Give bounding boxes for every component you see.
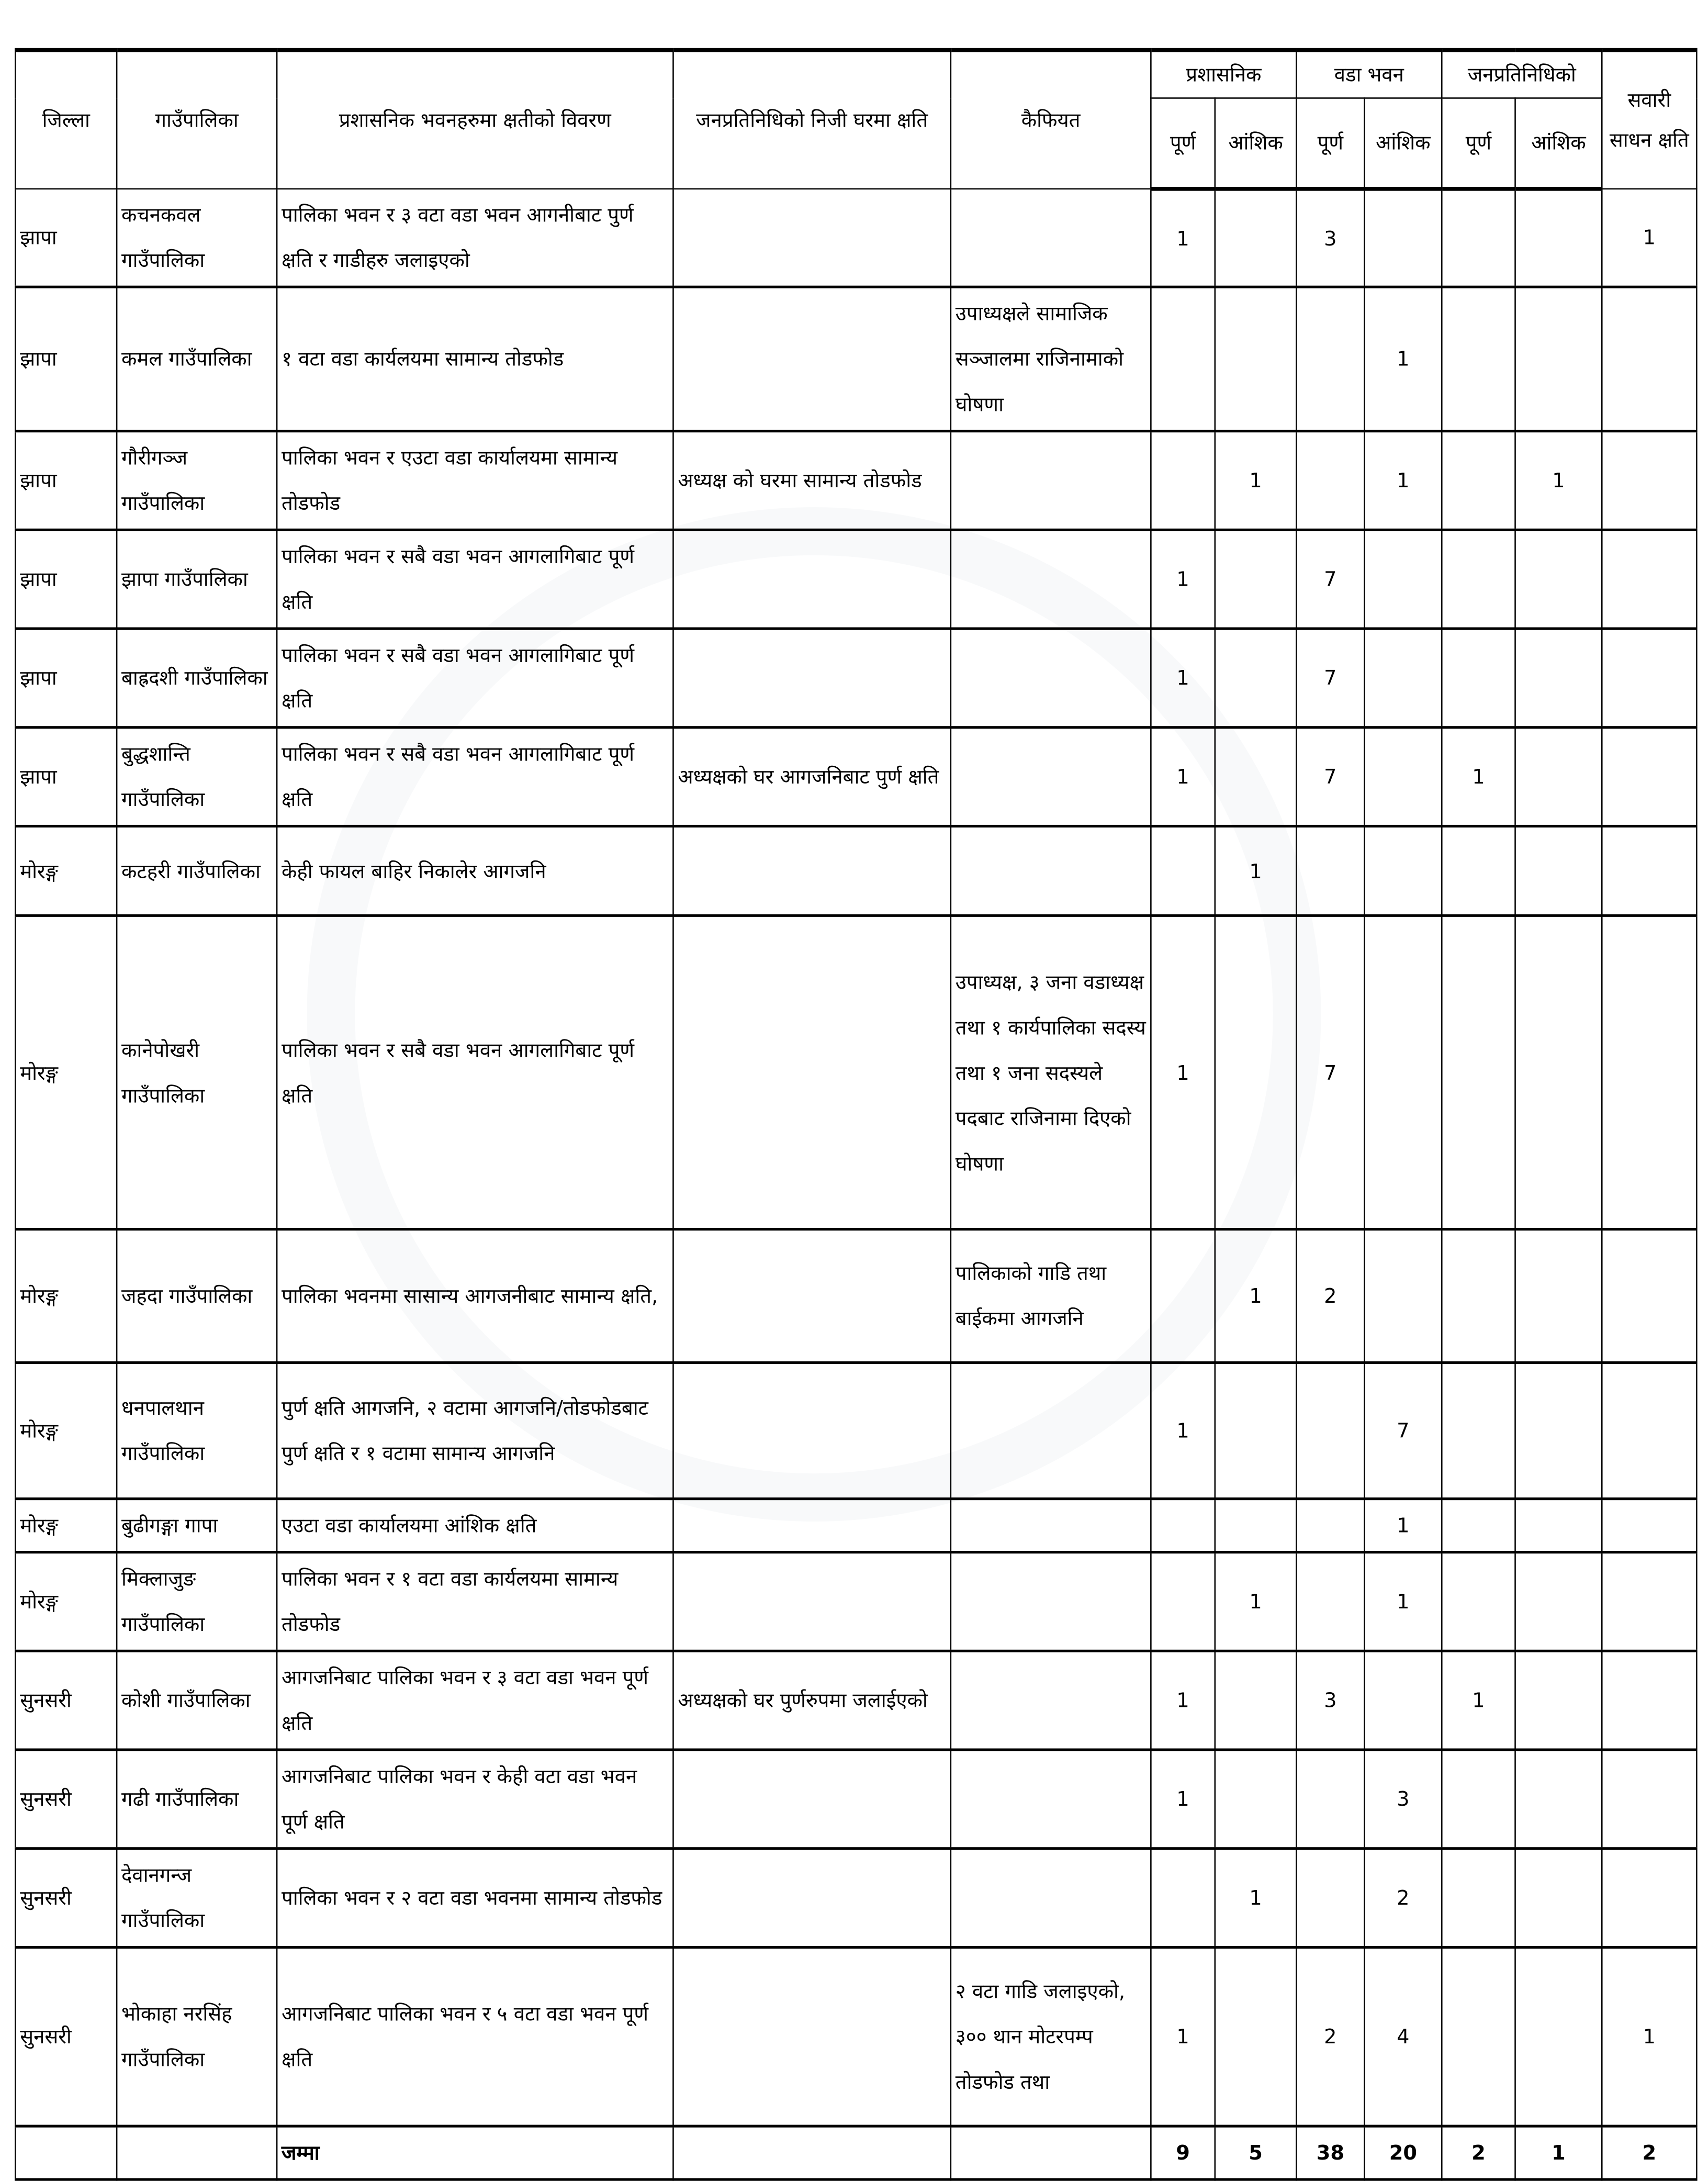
header-ward-partial: आंशिक: [1364, 98, 1442, 188]
district-cell: झापा: [15, 287, 117, 431]
ward-partial-cell: [1364, 1651, 1442, 1750]
district-cell: झापा: [15, 530, 117, 629]
admin-full-cell: [1151, 1229, 1215, 1363]
vehicle-cell: [1602, 1849, 1696, 1948]
remarks-cell: [951, 1651, 1151, 1750]
rep-home-cell: अध्यक्ष को घरमा सामान्य तोडफोड: [673, 431, 950, 530]
admin-partial-cell: [1215, 915, 1297, 1229]
ward-partial-cell: [1364, 629, 1442, 728]
municipality-cell: कचनकवल गाउँपालिका: [117, 189, 277, 287]
ward-full-cell: 7: [1296, 629, 1364, 728]
vehicle-cell: [1602, 287, 1696, 431]
district-cell: झापा: [15, 629, 117, 728]
header-rep-partial: आंशिक: [1515, 98, 1602, 188]
district-cell: झापा: [15, 431, 117, 530]
ward-full-cell: [1296, 1363, 1364, 1499]
admin-full-cell: 1: [1151, 915, 1215, 1229]
rep-home-cell: [673, 189, 950, 287]
municipality-cell: कानेपोखरी गाउँपालिका: [117, 915, 277, 1229]
ward-partial-cell: 1: [1364, 1499, 1442, 1552]
header-group-rep: जनप्रतिनिधिको: [1442, 50, 1602, 98]
remarks-cell: [951, 1363, 1151, 1499]
remarks-cell: २ वटा गाडि जलाइएको, ३०० थान मोटरपम्प तोडफोड तथा: [951, 1947, 1151, 2126]
total-ward-partial: 20: [1364, 2126, 1442, 2179]
header-remarks: कैफियत: [951, 50, 1151, 189]
ward-full-cell: [1296, 431, 1364, 530]
municipality-cell: कमल गाउँपालिका: [117, 287, 277, 431]
district-cell: मोरङ्ग: [15, 1229, 117, 1363]
table-row: [15, 629, 1696, 728]
description-cell: १ वटा वडा कार्यलयमा सामान्य तोडफोड: [277, 287, 673, 431]
municipality-cell: कोशी गाउँपालिका: [117, 1651, 277, 1750]
municipality-cell: बुढीगङ्गा गापा: [117, 1499, 277, 1552]
description-cell: आगजनिबाट पालिका भवन र केही वटा वडा भवन पूर्ण क्षति: [277, 1750, 673, 1849]
total-label: जम्मा: [277, 2126, 673, 2179]
table-body: [15, 189, 1696, 2179]
rep-home-cell: अध्यक्षको घर पुर्णरुपमा जलाईएको: [673, 1651, 950, 1750]
table-row: [15, 826, 1696, 915]
table-row: [15, 189, 1696, 287]
district-cell: सुनसरी: [15, 1651, 117, 1750]
header-group-admin: प्रशासनिक: [1151, 50, 1296, 98]
rep-home-cell: [673, 1499, 950, 1552]
vehicle-cell: 1: [1602, 189, 1696, 287]
header-rep-full: पूर्ण: [1442, 98, 1515, 188]
ward-full-cell: [1296, 826, 1364, 915]
empty-cell: [15, 2126, 117, 2179]
admin-partial-cell: 1: [1215, 1552, 1297, 1651]
admin-full-cell: 1: [1151, 1947, 1215, 2126]
table-row: [15, 530, 1696, 629]
municipality-cell: झापा गाउँपालिका: [117, 530, 277, 629]
description-cell: पालिका भवनमा सासान्य आगजनीबाट सामान्य क्षति,: [277, 1229, 673, 1363]
district-cell: सुनसरी: [15, 1947, 117, 2126]
municipality-cell: देवानगन्ज गाउँपालिका: [117, 1849, 277, 1948]
rep-home-cell: [673, 1750, 950, 1849]
admin-partial-cell: [1215, 1363, 1297, 1499]
remarks-cell: [951, 629, 1151, 728]
vehicle-cell: [1602, 728, 1696, 826]
empty-cell: [951, 2126, 1151, 2179]
empty-cell: [673, 2126, 950, 2179]
ward-partial-cell: 1: [1364, 431, 1442, 530]
remarks-cell: [951, 189, 1151, 287]
table-row: [15, 915, 1696, 1229]
remarks-cell: [951, 1499, 1151, 1552]
ward-full-cell: 7: [1296, 728, 1364, 826]
damage-table: [15, 48, 1698, 2181]
remarks-cell: [951, 530, 1151, 629]
vehicle-cell: [1602, 1651, 1696, 1750]
empty-cell: [117, 2126, 277, 2179]
admin-partial-cell: 1: [1215, 1849, 1297, 1948]
description-cell: पालिका भवन र ३ वटा वडा भवन आगनीबाट पुर्ण क्षति र गाडीहरु जलाइएको: [277, 189, 673, 287]
admin-partial-cell: [1215, 1947, 1297, 2126]
rep-partial-cell: [1515, 530, 1602, 629]
ward-full-cell: [1296, 1499, 1364, 1552]
remarks-cell: उपाध्यक्षले सामाजिक सञ्जालमा राजिनामाको घोषणा: [951, 287, 1151, 431]
table-row: [15, 1229, 1696, 1363]
district-cell: झापा: [15, 189, 117, 287]
description-cell: आगजनिबाट पालिका भवन र ३ वटा वडा भवन पूर्ण क्षति: [277, 1651, 673, 1750]
admin-full-cell: [1151, 1499, 1215, 1552]
rep-full-cell: [1442, 1552, 1515, 1651]
rep-full-cell: [1442, 1947, 1515, 2126]
rep-full-cell: [1442, 189, 1515, 287]
total-vehicle: 2: [1602, 2126, 1696, 2179]
rep-full-cell: [1442, 1229, 1515, 1363]
ward-partial-cell: [1364, 826, 1442, 915]
ward-full-cell: 3: [1296, 1651, 1364, 1750]
rep-full-cell: [1442, 915, 1515, 1229]
ward-full-cell: 2: [1296, 1947, 1364, 2126]
ward-full-cell: [1296, 1750, 1364, 1849]
rep-partial-cell: [1515, 728, 1602, 826]
vehicle-cell: [1602, 1499, 1696, 1552]
description-cell: पालिका भवन र एउटा वडा कार्यालयमा सामान्य तोडफोड: [277, 431, 673, 530]
admin-partial-cell: [1215, 728, 1297, 826]
description-cell: पालिका भवन र सबै वडा भवन आगलागिबाट पूर्ण क्षति: [277, 530, 673, 629]
rep-home-cell: [673, 915, 950, 1229]
rep-home-cell: [673, 629, 950, 728]
rep-full-cell: [1442, 530, 1515, 629]
admin-full-cell: 1: [1151, 530, 1215, 629]
description-cell: पुर्ण क्षति आगजनि, २ वटामा आगजनि/तोडफोडबाट पुर्ण क्षति र १ वटामा सामान्य आगजनि: [277, 1363, 673, 1499]
vehicle-cell: [1602, 915, 1696, 1229]
ward-full-cell: 7: [1296, 915, 1364, 1229]
municipality-cell: बाह्रदशी गाउँपालिका: [117, 629, 277, 728]
admin-full-cell: [1151, 431, 1215, 530]
table-row: [15, 1750, 1696, 1849]
rep-partial-cell: [1515, 915, 1602, 1229]
ward-partial-cell: 3: [1364, 1750, 1442, 1849]
admin-partial-cell: [1215, 1651, 1297, 1750]
description-cell: आगजनिबाट पालिका भवन र ५ वटा वडा भवन पूर्ण क्षति: [277, 1947, 673, 2126]
ward-full-cell: [1296, 287, 1364, 431]
district-cell: सुनसरी: [15, 1849, 117, 1948]
admin-partial-cell: [1215, 189, 1297, 287]
rep-home-cell: [673, 1363, 950, 1499]
rep-home-cell: [673, 1849, 950, 1948]
rep-full-cell: [1442, 287, 1515, 431]
header-rep-home-damage: जनप्रतिनिधिको निजी घरमा क्षति: [673, 50, 950, 189]
admin-full-cell: 1: [1151, 189, 1215, 287]
header-group-ward: वडा भवन: [1296, 50, 1442, 98]
table-row: [15, 1499, 1696, 1552]
description-cell: पालिका भवन र २ वटा वडा भवनमा सामान्य तोडफोड: [277, 1849, 673, 1948]
remarks-cell: [951, 1552, 1151, 1651]
vehicle-cell: [1602, 1552, 1696, 1651]
table-row: [15, 1363, 1696, 1499]
municipality-cell: मिक्लाजुङ गाउँपालिका: [117, 1552, 277, 1651]
municipality-cell: गढी गाउँपालिका: [117, 1750, 277, 1849]
rep-partial-cell: [1515, 1229, 1602, 1363]
total-rep-full: 2: [1442, 2126, 1515, 2179]
admin-partial-cell: [1215, 1750, 1297, 1849]
remarks-cell: पालिकाको गाडि तथा बाईकमा आगजनि: [951, 1229, 1151, 1363]
admin-partial-cell: 1: [1215, 1229, 1297, 1363]
admin-full-cell: [1151, 826, 1215, 915]
rep-partial-cell: 1: [1515, 431, 1602, 530]
rep-home-cell: [673, 1229, 950, 1363]
rep-partial-cell: [1515, 1750, 1602, 1849]
district-cell: झापा: [15, 728, 117, 826]
admin-full-cell: [1151, 1552, 1215, 1651]
rep-partial-cell: [1515, 629, 1602, 728]
description-cell: पालिका भवन र सबै वडा भवन आगलागिबाट पूर्ण क्षति: [277, 728, 673, 826]
admin-full-cell: 1: [1151, 1750, 1215, 1849]
rep-partial-cell: [1515, 1947, 1602, 2126]
rep-full-cell: [1442, 431, 1515, 530]
header-vehicle: सवारी साधन क्षति: [1602, 50, 1696, 189]
vehicle-cell: [1602, 431, 1696, 530]
rep-partial-cell: [1515, 826, 1602, 915]
description-cell: एउटा वडा कार्यालयमा आंशिक क्षति: [277, 1499, 673, 1552]
total-admin-partial: 5: [1215, 2126, 1297, 2179]
ward-full-cell: 3: [1296, 189, 1364, 287]
municipality-cell: धनपालथान गाउँपालिका: [117, 1363, 277, 1499]
remarks-cell: [951, 728, 1151, 826]
table-row: [15, 728, 1696, 826]
rep-full-cell: [1442, 1750, 1515, 1849]
district-cell: मोरङ्ग: [15, 1363, 117, 1499]
rep-partial-cell: [1515, 1651, 1602, 1750]
ward-full-cell: [1296, 1849, 1364, 1948]
ward-partial-cell: [1364, 189, 1442, 287]
rep-partial-cell: [1515, 1849, 1602, 1948]
admin-full-cell: [1151, 287, 1215, 431]
admin-partial-cell: [1215, 629, 1297, 728]
ward-partial-cell: 1: [1364, 287, 1442, 431]
vehicle-cell: [1602, 1229, 1696, 1363]
rep-partial-cell: [1515, 287, 1602, 431]
ward-partial-cell: 1: [1364, 1552, 1442, 1651]
admin-partial-cell: [1215, 530, 1297, 629]
district-cell: मोरङ्ग: [15, 826, 117, 915]
admin-partial-cell: [1215, 1499, 1297, 1552]
remarks-cell: [951, 1750, 1151, 1849]
table-row: [15, 1849, 1696, 1948]
ward-partial-cell: [1364, 530, 1442, 629]
admin-partial-cell: 1: [1215, 431, 1297, 530]
description-cell: पालिका भवन र सबै वडा भवन आगलागिबाट पूर्ण क्षति: [277, 915, 673, 1229]
description-cell: केही फायल बाहिर निकालेर आगजनि: [277, 826, 673, 915]
rep-partial-cell: [1515, 189, 1602, 287]
remarks-cell: [951, 826, 1151, 915]
vehicle-cell: [1602, 826, 1696, 915]
vehicle-cell: [1602, 629, 1696, 728]
ward-partial-cell: [1364, 915, 1442, 1229]
rep-partial-cell: [1515, 1552, 1602, 1651]
table-row: [15, 1552, 1696, 1651]
rep-home-cell: अध्यक्षको घर आगजनिबाट पुर्ण क्षति: [673, 728, 950, 826]
header-ward-full: पूर्ण: [1296, 98, 1364, 188]
rep-partial-cell: [1515, 1499, 1602, 1552]
ward-full-cell: 7: [1296, 530, 1364, 629]
rep-home-cell: [673, 530, 950, 629]
total-ward-full: 38: [1296, 2126, 1364, 2179]
total-row: [15, 2126, 1696, 2179]
municipality-cell: कटहरी गाउँपालिका: [117, 826, 277, 915]
table-row: [15, 1651, 1696, 1750]
rep-full-cell: [1442, 629, 1515, 728]
vehicle-cell: [1602, 1363, 1696, 1499]
vehicle-cell: [1602, 530, 1696, 629]
remarks-cell: उपाध्यक्ष, ३ जना वडाध्यक्ष तथा १ कार्यपालिका सदस्य तथा १ जना सदस्यले पदबाट राजिनामा दिएको घोषणा: [951, 915, 1151, 1229]
municipality-cell: गौरीगञ्ज गाउँपालिका: [117, 431, 277, 530]
district-cell: मोरङ्ग: [15, 1499, 117, 1552]
rep-full-cell: [1442, 1499, 1515, 1552]
rep-partial-cell: [1515, 1363, 1602, 1499]
admin-full-cell: [1151, 1849, 1215, 1948]
municipality-cell: भोकाहा नरसिंह गाउँपालिका: [117, 1947, 277, 2126]
rep-home-cell: [673, 826, 950, 915]
header-district: जिल्ला: [15, 50, 117, 189]
total-rep-partial: 1: [1515, 2126, 1602, 2179]
header-admin-full: पूर्ण: [1151, 98, 1215, 188]
rep-full-cell: 1: [1442, 1651, 1515, 1750]
description-cell: पालिका भवन र सबै वडा भवन आगलागिबाट पूर्ण क्षति: [277, 629, 673, 728]
admin-partial-cell: [1215, 287, 1297, 431]
ward-full-cell: [1296, 1552, 1364, 1651]
admin-full-cell: 1: [1151, 1363, 1215, 1499]
rep-home-cell: [673, 287, 950, 431]
district-cell: सुनसरी: [15, 1750, 117, 1849]
ward-partial-cell: [1364, 728, 1442, 826]
rep-full-cell: [1442, 826, 1515, 915]
admin-full-cell: 1: [1151, 1651, 1215, 1750]
header-admin-damage-desc: प्रशासनिक भवनहरुमा क्षतीको विवरण: [277, 50, 673, 189]
remarks-cell: [951, 1849, 1151, 1948]
ward-partial-cell: 2: [1364, 1849, 1442, 1948]
rep-full-cell: [1442, 1849, 1515, 1948]
rep-home-cell: [673, 1552, 950, 1651]
district-cell: मोरङ्ग: [15, 1552, 117, 1651]
rep-full-cell: [1442, 1363, 1515, 1499]
ward-partial-cell: 7: [1364, 1363, 1442, 1499]
header-admin-partial: आंशिक: [1215, 98, 1297, 188]
table-row: [15, 287, 1696, 431]
rep-full-cell: 1: [1442, 728, 1515, 826]
remarks-cell: [951, 431, 1151, 530]
admin-full-cell: 1: [1151, 728, 1215, 826]
vehicle-cell: 1: [1602, 1947, 1696, 2126]
municipality-cell: बुद्धशान्ति गाउँपालिका: [117, 728, 277, 826]
ward-partial-cell: 4: [1364, 1947, 1442, 2126]
municipality-cell: जहदा गाउँपालिका: [117, 1229, 277, 1363]
admin-full-cell: 1: [1151, 629, 1215, 728]
district-cell: मोरङ्ग: [15, 915, 117, 1229]
table-row: [15, 1947, 1696, 2126]
total-admin-full: 9: [1151, 2126, 1215, 2179]
rep-home-cell: [673, 1947, 950, 2126]
ward-full-cell: 2: [1296, 1229, 1364, 1363]
header-municipality: गाउँपालिका: [117, 50, 277, 189]
ward-partial-cell: [1364, 1229, 1442, 1363]
table-row: [15, 431, 1696, 530]
description-cell: पालिका भवन र १ वटा वडा कार्यलयमा सामान्य तोडफोड: [277, 1552, 673, 1651]
admin-partial-cell: 1: [1215, 826, 1297, 915]
vehicle-cell: [1602, 1750, 1696, 1849]
